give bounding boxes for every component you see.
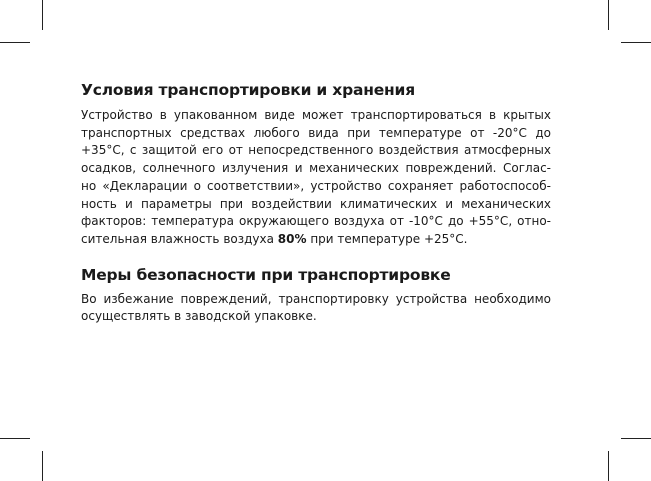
paragraph-line: осадков, солнечного излучения и механических повреждений. Соглас- <box>81 161 551 176</box>
page-content <box>81 80 551 326</box>
paragraph-line: осуществлять в заводской упаковке. <box>81 309 317 324</box>
crop-mark-bottom-right-vertical <box>608 451 609 481</box>
transport-storage-paragraph <box>81 107 551 249</box>
paragraph-line: +35°С, с защитой его от непосредственного воздействия атмосферных <box>81 143 551 158</box>
crop-mark-bottom-left-vertical <box>42 451 43 481</box>
crop-mark-top-right-vertical <box>608 0 609 30</box>
transport-storage-heading: Условия транспортировки и хранения <box>81 81 415 99</box>
paragraph-line: ность и параметры при воздействии климатических и механических <box>81 196 551 211</box>
crop-mark-bottom-right-horizontal <box>621 438 651 439</box>
transport-safety-heading: Меры безопасности при транспортировке <box>81 265 451 284</box>
transport-safety-section <box>81 265 551 326</box>
paragraph-line: Устройство в упакованном виде может транспортироваться в крытых <box>81 108 551 122</box>
paragraph-line: факторов: температура окружающего воздуха от -10°С до +55°С, отно- <box>81 214 551 229</box>
paragraph-line: транспортных средствах любого вида при температуре от -20°С до <box>81 125 551 140</box>
transport-safety-paragraph <box>81 291 551 326</box>
crop-mark-top-left-horizontal <box>0 42 30 43</box>
transport-storage-section <box>81 80 551 249</box>
paragraph-line: но «Декларации о соответствии», устройство сохраняет работоспособ- <box>81 178 551 193</box>
crop-mark-top-right-horizontal <box>621 42 651 43</box>
paragraph-line: сительная влажность воздуха 80% при температуре +25°С. <box>81 231 468 246</box>
crop-mark-bottom-left-horizontal <box>0 438 30 439</box>
crop-mark-top-left-vertical <box>42 0 43 30</box>
paragraph-line: Во избежание повреждений, транспортировку устройства необходимо <box>81 291 551 306</box>
